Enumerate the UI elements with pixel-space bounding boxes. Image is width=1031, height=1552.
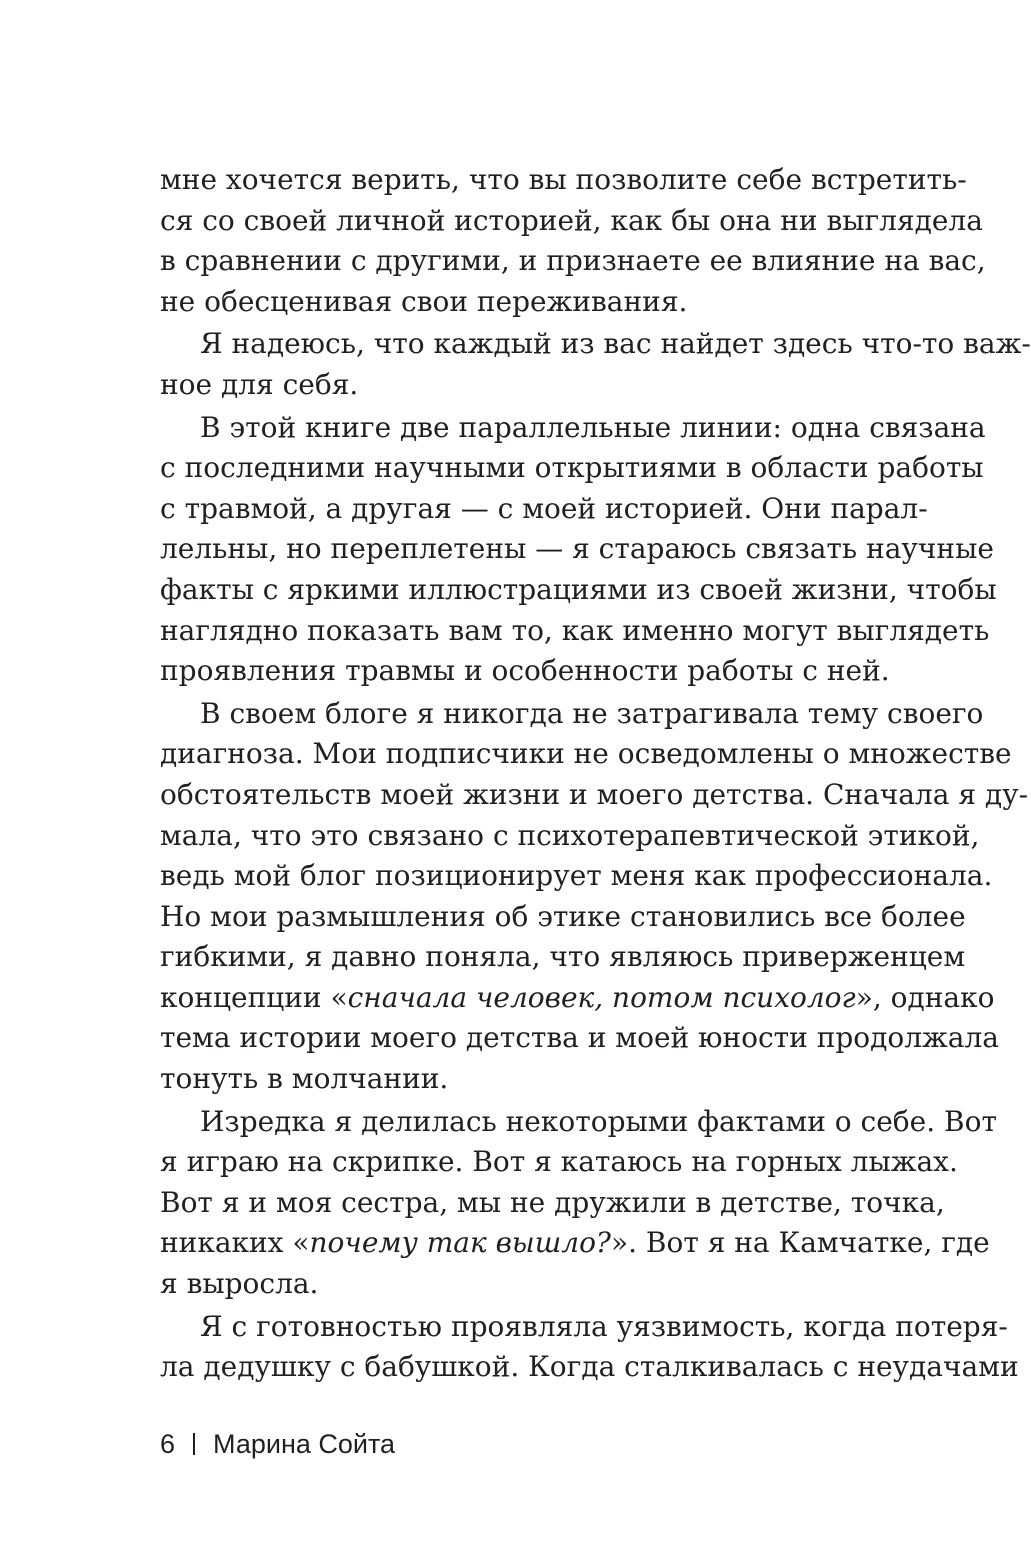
text-line: Я с готовностью проявляла уязвимость, когда потеря- [200, 1309, 1008, 1343]
text-line: с травмой, а другая — с моей историей. Они парал- [160, 491, 928, 525]
text-line: ла дедушку с бабушкой. Когда сталкивалась с неудачами [160, 1350, 1019, 1384]
text-line: концепции «сначала человек, потом психолог», однако [160, 980, 995, 1014]
text-line: никаких «почему так вышло?». Вот я на Камчатке, где [160, 1226, 990, 1260]
text-line: с последними научными открытиями в области работы [160, 451, 984, 485]
text-line: мала, что это связано с психотерапевтической этикой, [160, 818, 980, 852]
body-text [160, 160, 1031, 1388]
text-line: Я надеюсь, что каждый из вас найдет здесь что-то важ- [200, 327, 1031, 361]
text-line: лельны, но переплетены — я стараюсь связать научные [160, 532, 994, 566]
text-line: Но мои размышления об этике становились все более [160, 899, 966, 933]
italic-phrase: почему так вышло? [309, 1226, 611, 1260]
text-line: ное для себя. [160, 367, 359, 401]
text-line: факты с яркими иллюстрациями из своей жизни, чтобы [160, 572, 997, 606]
text-line: мне хочется верить, что вы позволите себе встретить- [160, 163, 967, 196]
text-line: тонуть в молчании. [160, 1062, 449, 1096]
text-line: ведь мой блог позиционирует меня как профессионала. [160, 859, 993, 893]
text-line: В своем блоге я никогда не затрагивала тему своего [200, 696, 984, 730]
text-line: проявления травмы и особенности работы с ней. [160, 654, 890, 688]
text-line: наглядно показать вам то, как именно могут выглядеть [160, 613, 990, 647]
text-line: Вот я и моя сестра, мы не дружили в детстве, точка, [160, 1185, 945, 1219]
text-line: тема истории моего детства и моей юности продолжала [160, 1021, 999, 1055]
text-line: В этой книге две параллельные линии: одна связана [200, 410, 986, 444]
text-line: диагноза. Мои подписчики не осведомлены о множестве [160, 737, 1012, 771]
text-line: не обесценивая свои переживания. [160, 284, 688, 318]
page-footer [160, 1424, 395, 1464]
italic-phrase: сначала человек, потом психолог [347, 980, 856, 1014]
text-line: Изредка я делилась некоторыми фактами о себе. Вот [200, 1104, 997, 1138]
text-line: ся со своей личной историей, как бы она ни выглядела [160, 203, 983, 237]
page-number: 6 [160, 1429, 176, 1459]
text-line: обстоятельств моей жизни и моего детства. Сначала я ду- [160, 777, 1029, 811]
text-line: я играю на скрипке. Вот я катаюсь на горных лыжах. [160, 1145, 958, 1179]
text-line: гибкими, я давно поняла, что являюсь приверженцем [160, 940, 966, 974]
text-line: я выросла. [160, 1267, 319, 1301]
text-line: в сравнении с другими, и признаете ее влияние на вас, [160, 244, 986, 278]
footer-separator [193, 1433, 195, 1455]
author-name: Марина Сойта [213, 1429, 396, 1459]
